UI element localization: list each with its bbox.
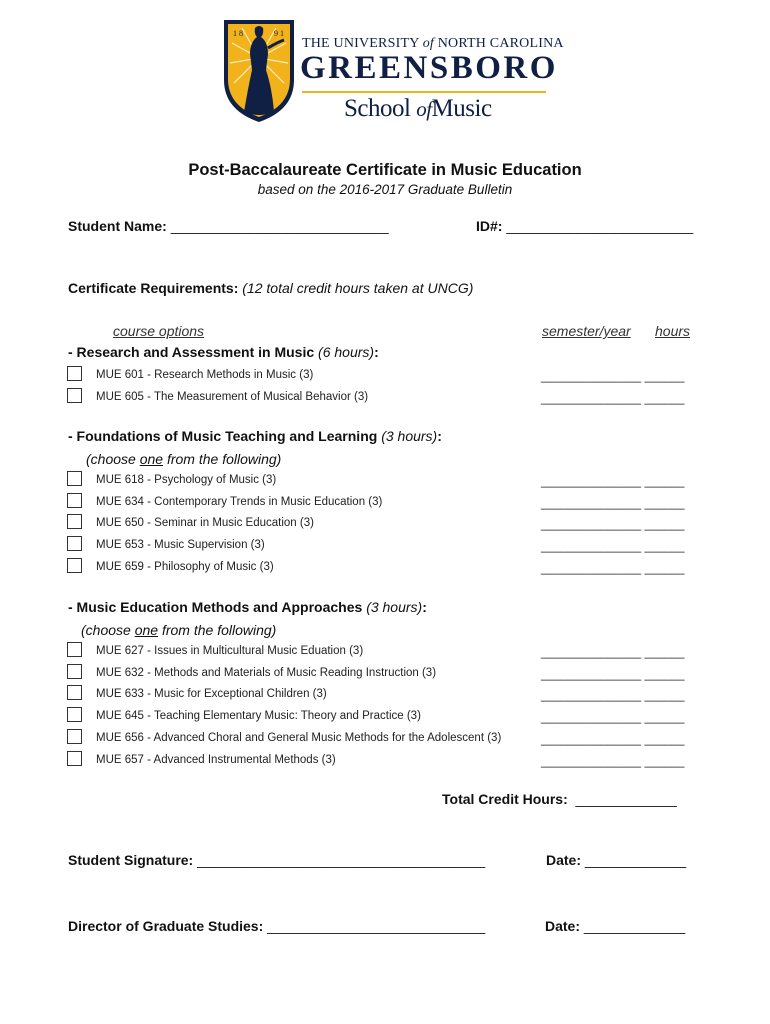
page-subtitle: based on the 2016-2017 Graduate Bulletin <box>257 182 513 197</box>
id-blank[interactable]: ________________________ <box>506 218 694 234</box>
course-checkbox[interactable] <box>67 664 82 679</box>
director-signature-blank[interactable]: ____________________________ <box>267 918 486 934</box>
course-label: MUE 659 - Philosophy of Music (3) <box>96 561 274 573</box>
section-heading-methods: - Music Education Methods and Approaches (3 hours): <box>68 599 427 615</box>
course-checkbox[interactable] <box>67 685 82 700</box>
semester-hours-blank[interactable]: _______________ ______ <box>541 645 685 659</box>
course-checkbox[interactable] <box>67 514 82 529</box>
course-label: MUE 657 - Advanced Instrumental Methods (3) <box>96 754 336 766</box>
course-checkbox[interactable] <box>67 493 82 508</box>
uncg-seal-logo <box>222 18 296 124</box>
semester-hours-blank[interactable]: _______________ ______ <box>541 688 685 702</box>
course-checkbox[interactable] <box>67 388 82 403</box>
course-checkbox[interactable] <box>67 751 82 766</box>
course-label: MUE 605 - The Measurement of Musical Behavior (3) <box>96 391 369 403</box>
seal-year-left: 1 8 <box>233 29 243 38</box>
hours-header: hours <box>655 323 691 339</box>
semester-hours-blank[interactable]: _______________ ______ <box>541 732 685 746</box>
course-options-header: course options <box>113 323 205 339</box>
semester-hours-blank[interactable]: _______________ ______ <box>541 496 685 510</box>
semester-year-header: semester/year <box>542 323 631 339</box>
student-name-blank[interactable]: ____________________________ <box>170 218 389 234</box>
course-label: MUE 634 - Contemporary Trends in Music Education (3) <box>96 496 383 508</box>
date-label: Date: <box>546 852 582 868</box>
student-name-label: Student Name: <box>68 218 167 234</box>
student-signature-field[interactable] <box>68 852 485 868</box>
director-label: Director of Graduate Studies: <box>68 918 264 934</box>
student-signature-blank[interactable]: _____________________________________ <box>197 852 486 868</box>
semester-hours-blank[interactable]: _______________ ______ <box>541 391 685 405</box>
total-credit-hours-field[interactable] <box>442 791 677 807</box>
semester-hours-blank[interactable]: _______________ ______ <box>541 561 685 575</box>
course-checkbox[interactable] <box>67 471 82 486</box>
id-label: ID#: <box>476 218 503 234</box>
section-heading-research: - Research and Assessment in Music (6 hours): <box>68 344 379 360</box>
student-signature-label: Student Signature: <box>68 852 194 868</box>
page-title: Post-Baccalaureate Certificate in Music Education <box>188 161 582 179</box>
campus-name: GREENSBORO <box>300 50 558 86</box>
course-label: MUE 650 - Seminar in Music Education (3) <box>96 517 314 529</box>
student-date-field[interactable] <box>546 852 686 868</box>
course-checkbox[interactable] <box>67 642 82 657</box>
director-signature-field[interactable] <box>68 918 485 934</box>
date-blank[interactable]: _____________ <box>584 852 687 868</box>
semester-hours-blank[interactable]: _______________ ______ <box>541 710 685 724</box>
course-checkbox[interactable] <box>67 366 82 381</box>
course-label: MUE 633 - Music for Exceptional Children (3) <box>96 688 327 700</box>
course-label: MUE 632 - Methods and Materials of Music Reading Instruction (3) <box>96 667 437 679</box>
course-label: MUE 645 - Teaching Elementary Music: Theory and Practice (3) <box>96 710 421 722</box>
total-credit-hours-label: Total Credit Hours: <box>442 791 568 807</box>
semester-hours-blank[interactable]: _______________ ______ <box>541 369 685 383</box>
date-blank[interactable]: _____________ <box>583 918 686 934</box>
semester-hours-blank[interactable]: _______________ ______ <box>541 517 685 531</box>
director-date-field[interactable] <box>545 918 685 934</box>
course-checkbox[interactable] <box>67 536 82 551</box>
date-label: Date: <box>545 918 581 934</box>
gold-divider <box>302 91 546 93</box>
section-heading-foundations: - Foundations of Music Teaching and Learning (3 hours): <box>68 428 442 444</box>
choose-one-note: (choose one from the following) <box>81 622 277 638</box>
course-label: MUE 618 - Psychology of Music (3) <box>96 474 277 486</box>
course-checkbox[interactable] <box>67 707 82 722</box>
requirements-heading: Certificate Requirements: (12 total credit hours taken at UNCG) <box>68 280 474 296</box>
semester-hours-blank[interactable]: _______________ ______ <box>541 539 685 553</box>
student-name-field[interactable] <box>68 218 389 234</box>
course-checkbox[interactable] <box>67 558 82 573</box>
school-name: School ofMusic <box>344 95 492 122</box>
total-credit-hours-blank[interactable]: _____________ <box>575 791 677 807</box>
choose-one-note: (choose one from the following) <box>86 451 282 467</box>
semester-hours-blank[interactable]: _______________ ______ <box>541 474 685 488</box>
course-label: MUE 627 - Issues in Multicultural Music Eduation (3) <box>96 645 364 657</box>
university-name: THE UNIVERSITY of NORTH CAROLINA <box>302 36 564 51</box>
id-field[interactable] <box>476 218 693 234</box>
course-label: MUE 656 - Advanced Choral and General Music Methods for the Adolescent (3) <box>96 732 502 744</box>
semester-hours-blank[interactable]: _______________ ______ <box>541 754 685 768</box>
course-checkbox[interactable] <box>67 729 82 744</box>
seal-year-right: 9 1 <box>274 29 284 38</box>
semester-hours-blank[interactable]: _______________ ______ <box>541 667 685 681</box>
course-label: MUE 601 - Research Methods in Music (3) <box>96 369 314 381</box>
course-label: MUE 653 - Music Supervision (3) <box>96 539 265 551</box>
